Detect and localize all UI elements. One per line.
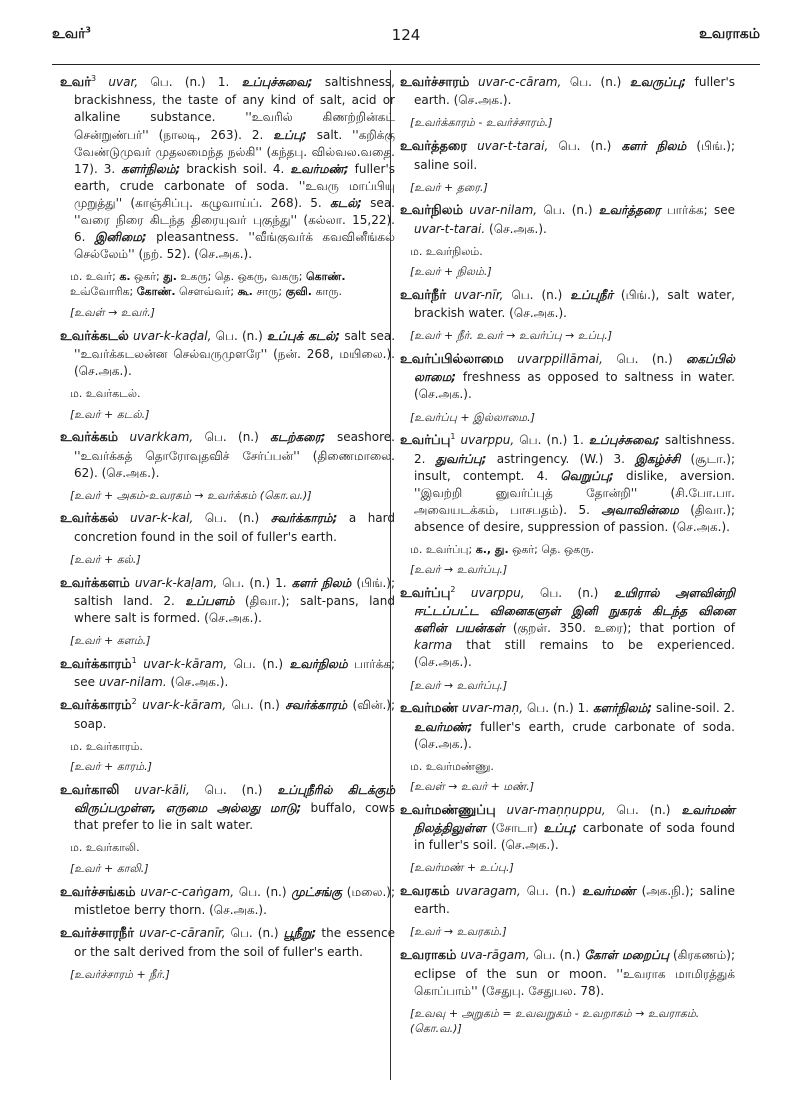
headword: உவர்க்கல் (60, 511, 119, 527)
definition-text: சௌவ்வர்; (175, 285, 238, 299)
cognates-line (400, 542, 735, 558)
headword: உவர்மண்ணுப்பு (400, 802, 496, 818)
definition-text: பெ. (n.) (524, 585, 614, 600)
headword: உவர் (60, 75, 92, 90)
definition-text: (கிரகணம்); eclipse of the sun or moon. ''உவராக மாமிரத்துக் கொப்பாம்'' (சேதுபு. சேதுபல. 78). (414, 948, 736, 998)
definition-text: seashore. ''உவர்க்கத் தொரோவுதவிச் சேர்ப்பன்'' (திணைமாலை. 62). (செ.அக.). (74, 430, 395, 480)
homonym-number: 1 (131, 655, 137, 665)
etymology-line: [உவர்க்காரம் - உவர்ச்சாரம்.] (410, 116, 553, 130)
etymology-line: [உவர் + அகம்-உவரகம் → உவர்க்கம் (கொ.வ.)] (70, 488, 312, 502)
dictionary-entry (400, 138, 735, 173)
tamil-gloss: உப்புநீர் (570, 287, 613, 302)
headword: உவராகம் (400, 948, 457, 964)
definition-text: (குறள். 350. உரை); that portion of (504, 621, 735, 636)
tamil-gloss: இனிமை; (94, 229, 147, 244)
transliteration: uvar-c-cāranīr, (134, 926, 226, 941)
dictionary-entry (60, 925, 395, 960)
dictionary-entry (400, 351, 735, 404)
definition-text: pleasantness. ''வீங்குவர்க் கவவினீங்கல் செல்லேம்'' (நற். 52). (செ.அக.). (74, 229, 395, 261)
tamil-gloss: சவர்க்காரம்; (270, 511, 338, 526)
tamil-gloss: களர் நிலம் (291, 575, 352, 590)
homonym-number: 3 (91, 74, 97, 83)
headword: உவர்ச்சாரநீர் (60, 926, 135, 942)
definition-text: பெ. (n.) 1. (523, 701, 593, 716)
definition-text: (செ.அக.). (485, 221, 547, 236)
right-column (400, 74, 735, 1044)
headword: உவர்ப்பு (400, 433, 451, 449)
transliteration: uvar-t-tarai. (414, 221, 486, 236)
language-abbrev: குவி. (285, 285, 312, 299)
definition-text: (செ.அக.). (166, 675, 229, 690)
header-left-guide-word: உவர்$^3$ (52, 25, 91, 42)
definition-text: உகரு; தெ. ஒகரு, வகரு; (176, 269, 306, 283)
etymology-line: [உவர் + களம்.] (70, 634, 151, 648)
definition-text: (வின்.); soap. (74, 698, 395, 731)
dictionary-entry (400, 947, 735, 1000)
headword: உவர்க்கம் (60, 430, 119, 446)
definition-text: sea. ''வரை நிரை கிடந்த திரையுவர் புகுந்து'' (கல்லா. 15,22). 6. (74, 195, 395, 244)
language-abbrev: கொண். (305, 269, 346, 283)
transliteration: uvar-k-kāram, (136, 698, 227, 713)
transliteration: uvar-c-cāram, (469, 75, 562, 89)
definition-text: (திவா.); salt-pans, land where salt is formed. (செ.அக.). (74, 594, 395, 626)
tamil-gloss: உவர்மண்; (290, 161, 349, 176)
definition-text: saltishness. 2. (414, 433, 735, 466)
definition-text: dislike, aversion. ''இவற்றி னுவர்ப்புத் தோன்றி'' (சி.போ.பா. அவையடக்கம், பாசபதம்). 5. (414, 468, 735, 517)
tamil-gloss: கடற்கரை; (270, 430, 326, 445)
tamil-gloss: உப்புக் கடல்; (267, 328, 341, 343)
homonym-number: 2 (450, 584, 456, 594)
transliteration: uvarppu, (455, 433, 515, 448)
dictionary-entry (400, 585, 735, 672)
definition-text: fuller's earth, crude carbonate of soda. (செ.அக.). (414, 719, 735, 751)
tamil-gloss: உப்புச்சுவை; (588, 433, 660, 448)
etymology-line: [உவர் + காரம்.] (70, 760, 152, 774)
headword: உவர்க்காரம் (60, 698, 132, 714)
definition-text: பெ. (n.) (211, 328, 268, 343)
definition-text: பெ. (n.) (234, 884, 292, 899)
definition-text: (சூடா.); insult, contempt. 4. (414, 451, 736, 483)
definition-text: பெ. (n.) (226, 698, 286, 713)
headword: உவர்ச்சங்கம் (60, 884, 136, 900)
language-abbrev: க., து. (475, 542, 509, 556)
transliteration: uvar-nīr, (446, 287, 504, 302)
tamil-gloss: சவர்க்காரம் (285, 698, 348, 713)
cognates-line (60, 840, 395, 856)
transliteration: uvar-k-kaḷam, (129, 575, 218, 590)
tamil-gloss: துவர்ப்பு; (435, 451, 487, 466)
headword: உவர்நீர் (400, 287, 447, 303)
dictionary-entry (400, 202, 735, 237)
tamil-gloss: உவர்மண்; (414, 719, 473, 734)
headword: உவர்க்காரம் (60, 656, 132, 672)
homonym-number: 2 (131, 697, 137, 707)
etymology-line: [உவவு + அறுகம் = உவவறுகம் - உவறாகம் → உவராகம். (கொ.வ.)] (410, 1006, 700, 1036)
transliteration: uva-rāgam, (456, 948, 530, 963)
cognates-line (60, 269, 395, 300)
transliteration: uvar-kāli, (119, 782, 190, 797)
definition-text: பெ. (n.) (193, 511, 271, 526)
etymology-line: [உவர் + கல்.] (70, 552, 141, 566)
page-number: 124 (391, 26, 421, 44)
etymology-line: [உவர்மண் + உப்பு.] (410, 861, 514, 875)
definition-text: பெ. (n.) (605, 802, 682, 817)
definition-text: பெ. (n.) 1. (217, 575, 292, 590)
left-column (60, 74, 395, 989)
tamil-gloss: உவருப்பு; (629, 75, 687, 89)
etymology-line: [உவர் → உவர்ப்பு.] (410, 678, 508, 692)
definition-text: saltishness, brackishness, the taste of any kind of salt, acid or alkaline substance. ''உவரில் கிணற்றின்கட் சென்றுண்பர்'' (நாலடி, 263). 2. (74, 75, 395, 142)
transliteration: uvar-k-kāram, (136, 656, 228, 671)
language-abbrev: து. (163, 269, 177, 283)
etymology-line: [உவர் + தரை.] (410, 180, 488, 194)
definition-text: பெ. (n.) 1. (138, 75, 242, 89)
cognates-line (60, 739, 395, 755)
transliteration: uvar, (96, 75, 139, 89)
headword: உவர்காலி (60, 782, 120, 798)
definition-text: (பிங்.), salt water, brackish water. (செ.அக.). (414, 287, 735, 321)
definition-text: (திவா.); absence of desire, suppression of passion. (செ.அக.). (414, 502, 735, 534)
definition-text: ம. உவர்கடல். (70, 387, 141, 401)
tamil-gloss: உவர்த்தரை (598, 203, 661, 218)
definition-text: பார்க்க; see (660, 203, 735, 218)
dictionary-entry (60, 575, 395, 628)
definition-text: சாரு; (252, 285, 286, 299)
dictionary-entry (400, 287, 735, 322)
tamil-gloss: அவாவின்மை (601, 502, 679, 517)
tamil-gloss: களர் நிலம் (621, 139, 687, 154)
etymology-line: [உவர்ப்பு + இல்லாமை.] (410, 410, 535, 424)
transliteration: uvar-t-tarai, (466, 139, 549, 154)
tamil-gloss: உப்பு; (543, 821, 578, 836)
etymology-line: [உவர் + நிலம்.] (410, 265, 492, 279)
definition-text: ஒகர்; (130, 269, 164, 283)
tamil-gloss: களர்நிலம்; (121, 161, 181, 176)
transliteration: uvar-c-caṅgam, (135, 884, 235, 899)
definition-text: (பிங்.); saltish land. 2. (74, 575, 396, 608)
dictionary-entry (400, 700, 735, 753)
definition-text: salt sea. ''உவர்க்கடலன்ன செல்வருமுளரே'' (நன். 268, மயிலை.). (செ.அக.). (74, 328, 396, 379)
transliteration: uvar-nilam. (98, 675, 167, 690)
definition-text: buffalo, cows that prefer to lie in salt water. (74, 801, 395, 833)
definition-text: பெ. (n.) (561, 75, 630, 89)
definition-text: பெ. (n.) (529, 948, 585, 963)
definition-text: பெ. (n.) (602, 351, 687, 366)
definition-text: a hard concretion found in the soil of fuller's earth. (74, 511, 396, 544)
dictionary-entry (60, 884, 395, 919)
transliteration: uvar-k-kal, (118, 511, 194, 526)
headword: உவர்நிலம் (400, 203, 464, 219)
cognates-line (400, 244, 735, 260)
dictionary-entry (60, 510, 395, 545)
etymology-line: [உவள் → உவர்.] (70, 305, 155, 319)
etymology-line: [உவர் + காலி.] (70, 861, 149, 875)
definition-text: that still remains to be experienced. (செ.அக.). (414, 638, 735, 670)
definition-text: the essence or the salt derived from the soil of fuller's earth. (74, 926, 396, 959)
headword: உவர்க்களம் (60, 575, 130, 591)
transliteration: uvarkkam, (118, 430, 194, 445)
tamil-gloss: முட்சங்கு (291, 884, 342, 899)
definition-text: freshness as opposed to saltness in water. (செ.அக.). (414, 370, 735, 402)
transliteration: uvar-k-kaḍal, (128, 328, 212, 343)
tamil-gloss: களர்நிலம்; (592, 701, 653, 716)
headword: உவர்த்தரை (400, 139, 467, 155)
dictionary-entry (60, 697, 395, 732)
etymology-line: [உவர் + கடல்.] (70, 407, 150, 421)
tamil-gloss: உவர்மண் (581, 883, 636, 898)
column-divider (390, 70, 391, 1080)
tamil-gloss: உவர்நிலம் (289, 656, 348, 671)
definition-text: saline-soil. 2. (652, 701, 735, 716)
tamil-gloss: கடல்; (329, 195, 362, 210)
definition-text: astringency. (W.) 3. (486, 451, 636, 466)
language-abbrev: கூ. (237, 285, 253, 299)
tamil-gloss: கைப்பில் லாமை; (414, 351, 735, 385)
headword: உவர்க்கடல் (60, 328, 129, 344)
definition-text: carbonate of soda found in fuller's soil. (செ.அக.). (414, 821, 735, 853)
definition-text: ம. உவர்மண்ணு. (410, 759, 494, 773)
dictionary-entry (60, 429, 395, 482)
tamil-gloss: வெறுப்பு; (560, 468, 614, 483)
transliteration: uvarppu, (455, 585, 525, 600)
etymology-line: [உவர் → உவரகம்.] (410, 925, 507, 939)
tamil-gloss: உப்புநீரில் கிடக்கும் விருப்பமுள்ள, எருமை அல்லது மாடு; (74, 782, 395, 816)
header-rule (52, 64, 760, 65)
definition-text: பெ. (n.) (520, 883, 582, 898)
definition-text: (பிங்.); saline soil. (414, 139, 736, 172)
definition-text: பெ. (n.) (548, 139, 622, 154)
definition-text: பெ. (n.) (503, 287, 571, 302)
definition-text: பார்க்க; see (74, 656, 395, 690)
dictionary-entry (60, 74, 395, 263)
cognates-line (400, 759, 735, 775)
dictionary-entry (60, 782, 395, 835)
dictionary-entry (400, 802, 735, 855)
tamil-gloss: உயிரால் அளவின்றி ஈட்டப்பட்ட வினைகளுள் இனி நுகரக் கிடந்த வினை களின் பயன்கள் (414, 585, 736, 636)
definition-text: brackish soil. 4. (180, 161, 291, 176)
definition-text: பெ. (n.) (193, 430, 271, 445)
definition-text: ம. உவர்காரம். (70, 739, 143, 753)
etymology-line: [உவர் + நீர். உவர் → உவர்ப்பு → உப்பு.] (410, 329, 612, 343)
headword: உவர்ப்பில்லாமை (400, 351, 504, 367)
definition-text: ம. உவர்; (70, 269, 120, 283)
tamil-gloss: உப்பு; (273, 127, 307, 142)
headword: உவரகம் (400, 883, 450, 899)
definition-text: (அக.நி.); saline earth. (414, 883, 736, 917)
transliteration: karma (414, 638, 453, 653)
definition-text: ம. உவர்ப்பு; (410, 542, 476, 556)
transliteration: uvaragam, (449, 883, 521, 898)
definition-text: உவ்வோரிக; (70, 285, 137, 299)
definition-text: ம. உவர்நிலம். (410, 244, 483, 258)
tamil-gloss: உப்பளம் (185, 594, 235, 608)
headword: உவர்மண் (400, 701, 459, 717)
headword: உவர்ச்சாரம் (400, 75, 470, 90)
dictionary-entry (400, 432, 735, 536)
language-abbrev: க. (119, 269, 131, 283)
tamil-gloss: கோள் மறைப்பு (584, 948, 670, 963)
transliteration: uvarppillāmai, (503, 351, 603, 366)
definition-text: salt. ''கறிக்கு வேண்டுமுவர் முதலமைந்த நல்கி'' (கந்தபு. வில்வல.வதை. 17). 3. (74, 127, 395, 176)
definition-text: (மலை.); mistletoe berry thorn. (செ.அக.). (74, 884, 395, 918)
dictionary-entry (400, 883, 735, 918)
etymology-line: [உவள் → உவர் + மண்.] (410, 780, 535, 794)
definition-text: ஒகர்; தெ. ஒகரு. (508, 542, 595, 556)
transliteration: uvar-maṇṇuppu, (495, 802, 606, 817)
tamil-gloss: பூநீறு; (283, 926, 317, 941)
etymology-line: [உவர் → உவர்ப்பு.] (410, 563, 508, 577)
language-abbrev: கோண். (136, 285, 176, 299)
page-header (52, 16, 760, 46)
definition-text: ம. உவர்காலி. (70, 841, 140, 855)
homonym-number: 1 (450, 432, 456, 442)
definition-text: fuller's earth, crude carbonate of soda. ''உவரு மாப்பியு முறுத்து'' (காஞ்சிப்பு. கழுவாய்ப். 268). 5. (74, 161, 395, 210)
definition-text: பெ. (n.) 1. (514, 433, 589, 448)
tamil-gloss: உப்புச்சுவை; (241, 75, 313, 89)
definition-text: பெ. (n.) (225, 926, 284, 941)
transliteration: uvar-maṇ, (458, 701, 524, 716)
definition-text: பெ. (n.) (189, 782, 278, 797)
tamil-gloss: இகழ்ச்சி (635, 451, 681, 466)
definition-text: (சோடா) (485, 821, 544, 836)
dictionary-entry (60, 656, 395, 691)
headword: உவர்ப்பு (400, 585, 451, 601)
dictionary-entry (60, 328, 395, 381)
dictionary-entry (400, 74, 735, 109)
header-right-guide-word: உவராகம் (699, 26, 760, 42)
definition-text: பெ. (n.) (227, 656, 290, 671)
definition-text: பெ. (n.) (537, 203, 599, 218)
definition-text: fuller's earth. (செ.அக.). (414, 75, 736, 108)
transliteration: uvar-nilam, (463, 203, 538, 218)
etymology-line: [உவர்ச்சாரம் + நீர்.] (70, 967, 170, 981)
cognates-line (60, 386, 395, 402)
definition-text: காரு. (311, 285, 342, 299)
tamil-gloss: உவர்மண் நிலத்திலுள்ள (414, 802, 736, 836)
